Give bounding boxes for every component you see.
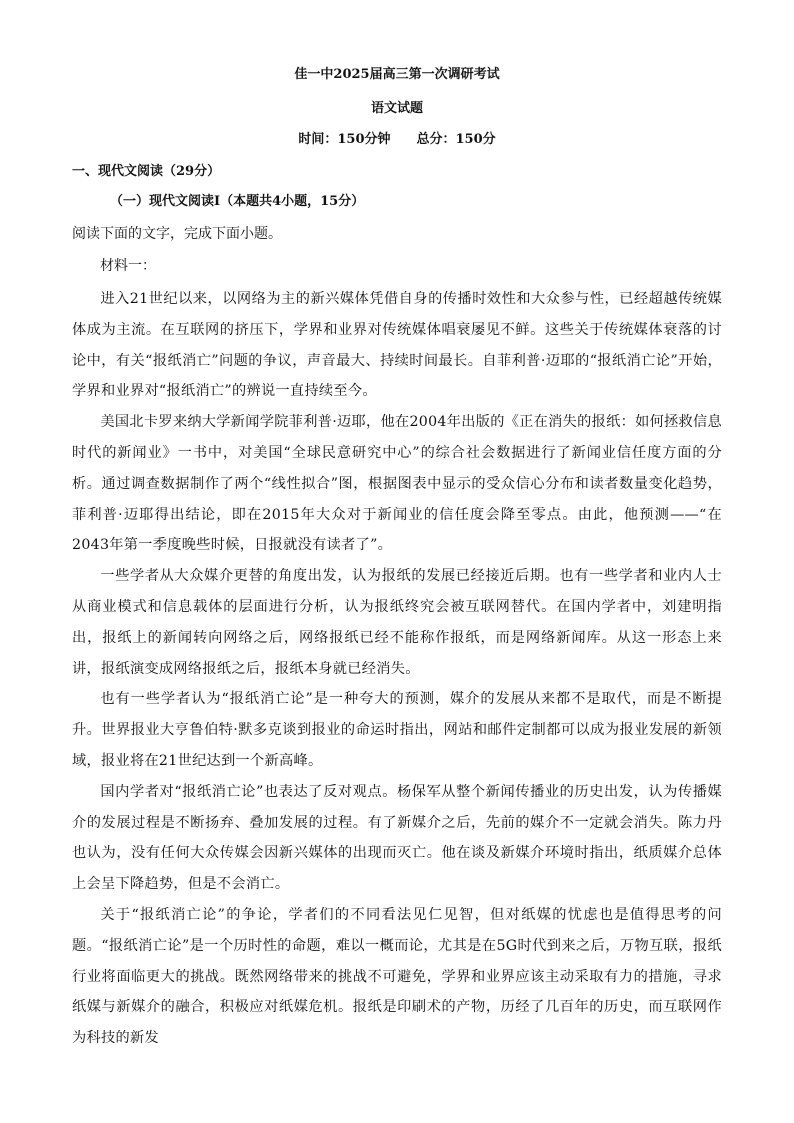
exam-title: 佳一中2025届高三第一次调研考试: [294, 67, 500, 82]
passage-paragraph: 美国北卡罗来纳大学新闻学院菲利普·迈耶，他在2004年出版的《正在消失的报纸：如何拯救信息时代的新闻业》一书中，对美国“全球民意研究中心”的综合社会数据进行了新闻业信任度方面的分析。通过调查数据制作了两个“线性拟合”图，根据图表中显示的受众信心分布和读者数量变化趋势，菲利普·迈耶得出结论，即在2015年大众对于新闻业的信任度会降至零点。由此，他预测——“在2043年第一季度晚些时候，日报就没有读者了”。: [72, 414, 723, 554]
passage-paragraph: 国内学者对“报纸消亡论”也表达了反对观点。杨保军从整个新闻传播业的历史出发，认为传播媒介的发展过程是不断扬弃、叠加发展的过程。有了新媒介之后，先前的媒介不一定就会消失。陈力丹也认为，没有任何大众传媒会因新兴媒体的出现而灭亡。他在谈及新媒介环境时指出，纸质媒介总体上会呈下降趋势，但是不会消亡。: [72, 783, 722, 893]
exam-time: 时间：150分钟: [298, 132, 391, 147]
reading-instruction: 阅读下面的文字，完成下面小题。: [72, 226, 282, 242]
exam-meta: [0, 131, 794, 149]
passage-body: [72, 284, 722, 1054]
passage-paragraph: 关于“报纸消亡论”的争论，学者们的不同看法见仁见智，但对纸媒的忧虑也是值得思考的问题。“报纸消亡论”是一个历时性的命题，难以一概而论，尤其是在5G时代到来之后，万物互联，报纸行业将面临更大的挑战。既然网络带来的挑战不可避免，学界和业界应该主动采取有力的措施，寻求纸媒与新媒介的融合，积极应对纸媒危机。报纸是印刷术的产物，历经了几百年的历史，而互联网作为科技的新发: [72, 906, 722, 1047]
section-heading: 一、现代文阅读（29分）: [72, 164, 221, 179]
passage-paragraph: 一些学者从大众媒介更替的角度出发，认为报纸的发展已经接近后期。也有一些学者和业内人士从商业模式和信息载体的层面进行分析，认为报纸终究会被互联网替代。在国内学者中，刘建明指出，报纸上的新闻转向网络之后，网络报纸已经不能称作报纸，而是网络新闻库。从这一形态上来讲，报纸演变成网络报纸之后，报纸本身就已经消失。: [72, 568, 722, 677]
passage-paragraph: 进入21世纪以来，以网络为主的新兴媒体凭借自身的传播时效性和大众参与性，已经超越传统媒体成为主流。在互联网的挤压下，学界和业界对传统媒体唱衰屡见不鲜。这些关于传统媒体衰落的讨论中，有关“报纸消亡”问题的争议，声音最大、持续时间最长。自菲利普·迈耶的“报纸消亡论”开始，学界和业界对“报纸消亡”的辨说一直持续至今。: [72, 291, 722, 400]
material-label: 材料一：: [100, 258, 156, 274]
subject-title: 语文试题: [370, 101, 423, 116]
passage-paragraph: 也有一些学者认为“报纸消亡论”是一种夸大的预测，媒介的发展从来都不是取代，而是不断提升。世界报业大亨鲁伯特·默多克谈到报业的命运时指出，网站和邮件定制都可以成为报业发展的新领域，报业将在21世纪达到一个新高峰。: [72, 691, 722, 769]
exam-total-score: 总分：150分: [416, 132, 496, 147]
subsection-heading: （一）现代文阅读Ⅰ（本题共4小题，15分）: [110, 194, 365, 209]
